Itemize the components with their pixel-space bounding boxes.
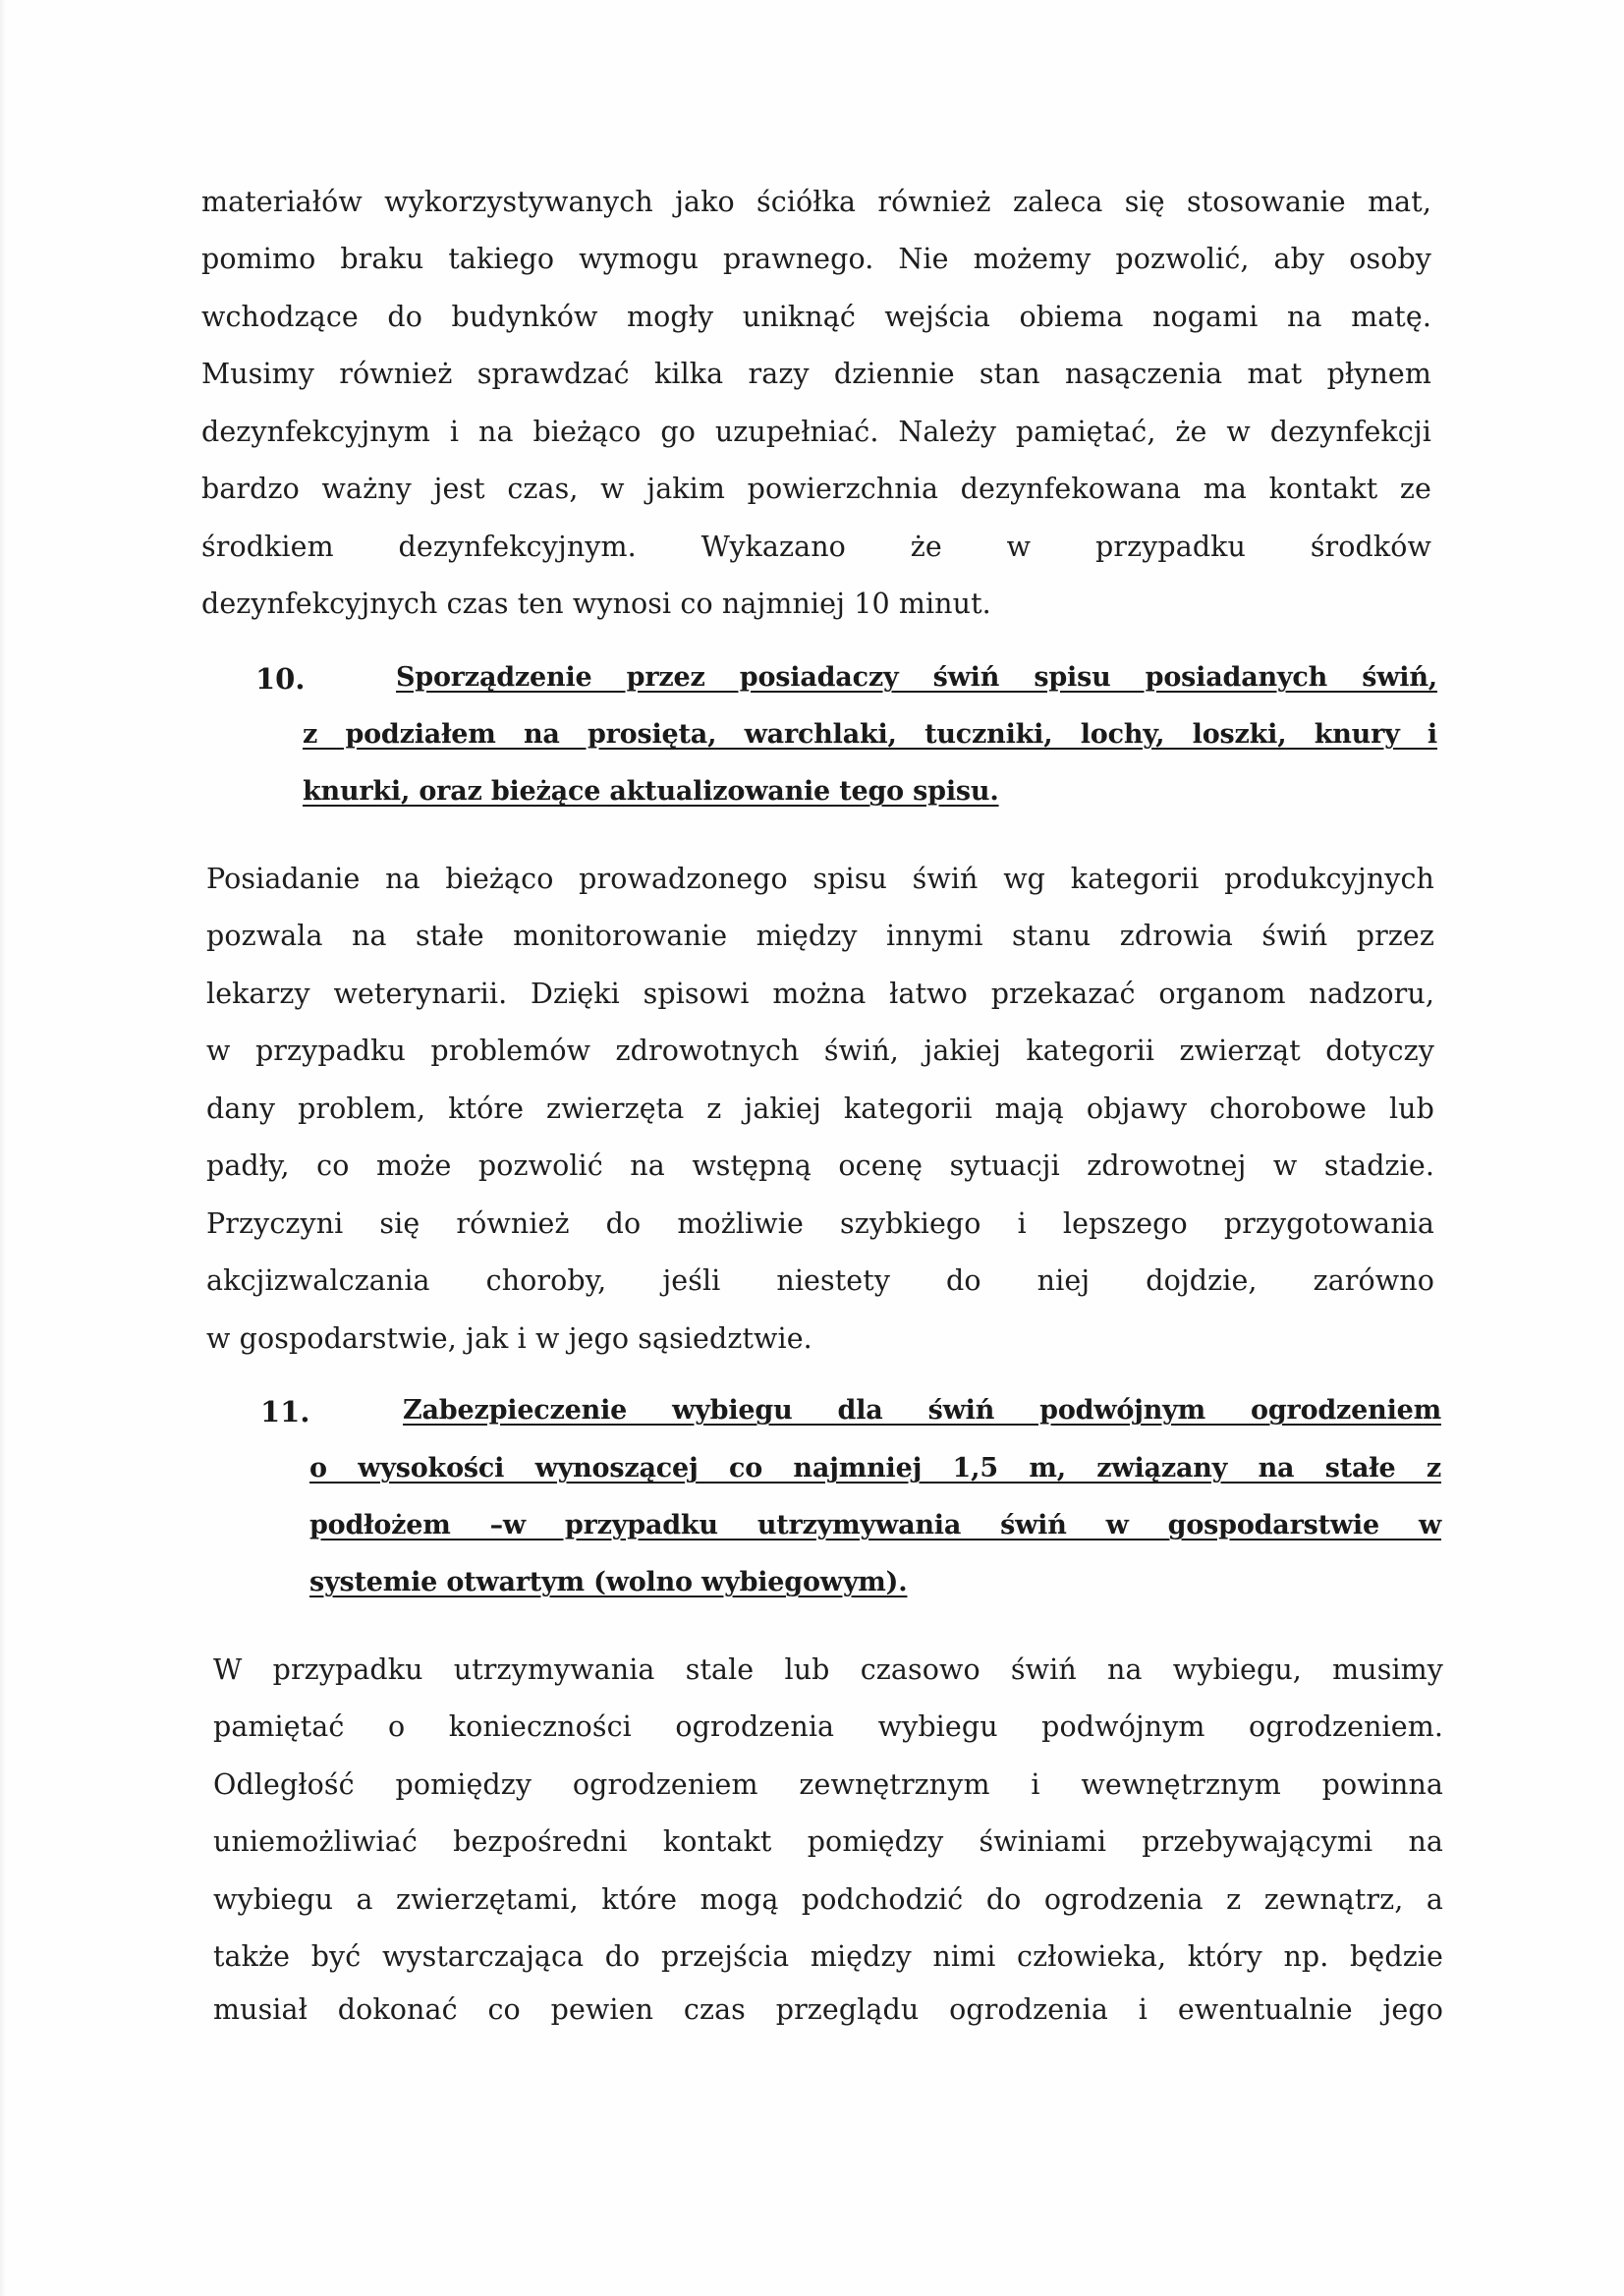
paragraph-line: Musimy również sprawdzać kilka razy dziennie stan nasączenia mat płynem	[201, 358, 1431, 390]
section-title-line: systemie otwartym (wolno wybiegowym).	[309, 1567, 908, 1597]
paragraph-line: Przyczyni się również do możliwie szybkiego i lepszego przygotowania	[206, 1207, 1434, 1240]
scan-edge-shadow	[0, 0, 6, 2296]
section-number: 10.	[255, 662, 306, 696]
paragraph-line: musiał dokonać co pewien czas przeglądu ogrodzenia i ewentualnie jego	[213, 1993, 1443, 2026]
section-title-line: Zabezpieczenie wybiegu dla świń podwójnym ogrodzeniem	[403, 1395, 1441, 1426]
paragraph-line: bardzo ważny jest czas, w jakim powierzchnia dezynfekowana ma kontakt ze	[201, 473, 1431, 505]
paragraph-line: wchodzące do budynków mogły uniknąć wejścia obiema nogami na matę.	[201, 301, 1431, 333]
paragraph-line: pomimo braku takiego wymogu prawnego. Nie możemy pozwolić, aby osoby	[201, 243, 1431, 275]
paragraph-line: w gospodarstwie, jak i w jego sąsiedztwie.	[206, 1322, 812, 1355]
paragraph-line: pamiętać o konieczności ogrodzenia wybiegu podwójnym ogrodzeniem.	[213, 1710, 1443, 1743]
paragraph-line: Odległość pomiędzy ogrodzeniem zewnętrznym i wewnętrznym powinna	[213, 1768, 1443, 1801]
paragraph-line: w przypadku problemów zdrowotnych świń, jakiej kategorii zwierząt dotyczy	[206, 1035, 1434, 1067]
section-title-line: knurki, oraz bieżące aktualizowanie tego spisu.	[303, 776, 999, 807]
section-title-line: o wysokości wynoszącej co najmniej 1,5 m, związany na stałe z	[309, 1453, 1441, 1484]
paragraph-line: uniemożliwiać bezpośredni kontakt pomiędzy świniami przebywającymi na	[213, 1825, 1443, 1858]
paragraph-line: środkiem dezynfekcyjnym. Wykazano że w przypadku środków	[201, 531, 1431, 563]
paragraph-line: pozwala na stałe monitorowanie między innymi stanu zdrowia świń przez	[206, 920, 1434, 952]
paragraph-line: wybiegu a zwierzętami, które mogą podchodzić do ogrodzenia z zewnątrz, a	[213, 1883, 1443, 1916]
paragraph-line: lekarzy weterynarii. Dzięki spisowi można łatwo przekazać organom nadzoru,	[206, 978, 1434, 1010]
paragraph-line: dezynfekcyjnym i na bieżąco go uzupełniać. Należy pamiętać, że w dezynfekcji	[201, 416, 1431, 448]
section-title-line: podłożem –w przypadku utrzymywania świń w gospodarstwie w	[309, 1510, 1441, 1540]
section-number: 11.	[260, 1395, 310, 1428]
paragraph-line: materiałów wykorzystywanych jako ściółka również zaleca się stosowanie mat,	[201, 186, 1431, 218]
paragraph-line: padły, co może pozwolić na wstępną ocenę sytuacji zdrowotnej w stadzie.	[206, 1149, 1434, 1182]
paragraph-line: akcjizwalczania choroby, jeśli niestety do niej dojdzie, zarówno	[206, 1264, 1434, 1297]
section-title-line: Sporządzenie przez posiadaczy świń spisu posiadanych świń,	[396, 662, 1437, 693]
paragraph-line: W przypadku utrzymywania stale lub czasowo świń na wybiegu, musimy	[213, 1653, 1443, 1686]
paragraph-line: także być wystarczająca do przejścia między nimi człowieka, który np. będzie	[213, 1940, 1443, 1973]
paragraph-line: Posiadanie na bieżąco prowadzonego spisu świń wg kategorii produkcyjnych	[206, 863, 1434, 895]
section-title-line: z podziałem na prosięta, warchlaki, tuczniki, lochy, loszki, knury i	[303, 719, 1437, 750]
paragraph-line: dezynfekcyjnych czas ten wynosi co najmniej 10 minut.	[201, 588, 991, 620]
paragraph-line: dany problem, które zwierzęta z jakiej kategorii mają objawy chorobowe lub	[206, 1092, 1434, 1125]
